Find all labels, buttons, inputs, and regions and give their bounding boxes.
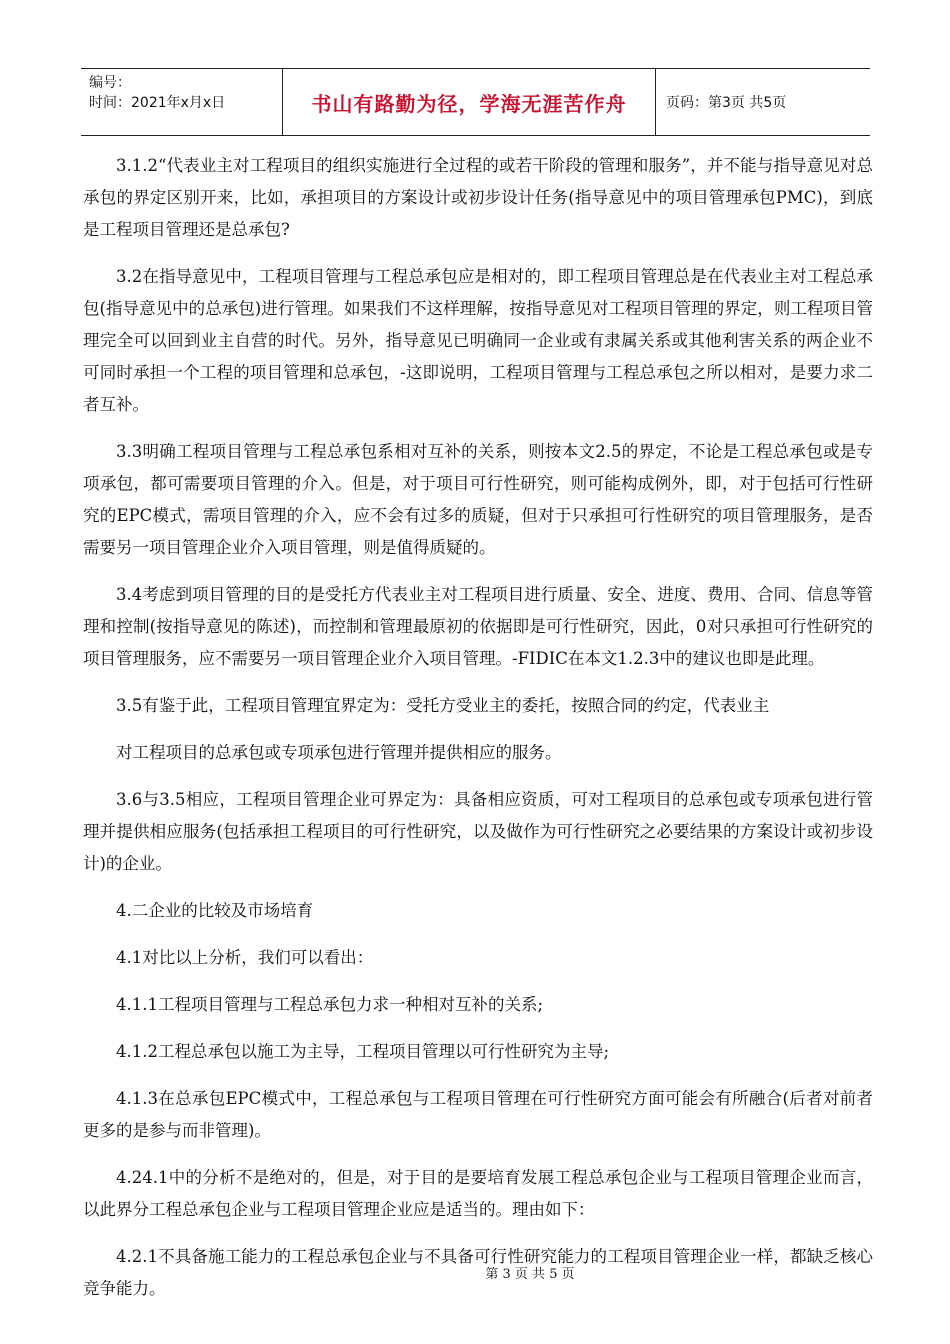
paragraph: 4.24.1中的分析不是绝对的，但是，对于目的是要培育发展工程总承包企业与工程项目管理企业而言，以此界分工程总承包企业与工程项目管理企业应是适当的。理由如下： xyxy=(83,1168,873,1219)
paragraph: 3.2在指导意见中，工程项目管理与工程总承包应是相对的，即工程项目管理总是在代表业主对工程总承包(指导意见中的总承包)进行管理。如果我们不这样理解，按指导意见对工程项目管理的界定，则工程项目管理完全可以回到业主自营的时代。另外，指导意见已明确同一企业或有隶属关系或其他利害关系的两企业不可同时承担一个工程的项目管理和总承包，-这即说明，工程项目管理与工程总承包之所以相对，是要力求二者互补。 xyxy=(83,267,873,414)
page-footer xyxy=(0,1263,950,1282)
header-page-cell xyxy=(656,69,870,135)
paragraph: 3.5有鉴于此，工程项目管理宜界定为：受托方受业主的委托，按照合同的约定，代表业主 xyxy=(116,696,770,715)
document-number-label: 编号： xyxy=(89,75,131,91)
paragraph: 3.4考虑到项目管理的目的是受托方代表业主对工程项目进行质量、安全、进度、费用、合同、信息等管理和控制(按指导意见的陈述)，而控制和管理最原初的依据即是可行性研究，因此，0对只承担可行性研究的项目管理服务，应不需要另一项目管理企业介入项目管理。-FIDIC在本文1.2.3中的建议也即是此理。 xyxy=(83,585,873,668)
document-date-label: 时间：2021年x月x日 xyxy=(89,95,226,111)
document-header xyxy=(81,68,870,136)
paragraph: 4.1.3在总承包EPC模式中，工程总承包与工程项目管理在可行性研究方面可能会有所融合(后者对前者更多的是参与而非管理)。 xyxy=(83,1089,873,1140)
document-body xyxy=(83,150,873,1320)
paragraph: 3.6与3.5相应，工程项目管理企业可界定为：具备相应资质，可对工程项目的总承包或专项承包进行管理并提供相应服务(包括承担工程项目的可行性研究，以及做作为可行性研究之必要结果的方案设计或初步设计)的企业。 xyxy=(83,790,873,873)
header-meta-cell xyxy=(81,69,283,135)
section-heading: 4.二企业的比较及市场培育 xyxy=(116,901,314,920)
paragraph: 对工程项目的总承包或专项承包进行管理并提供相应的服务。 xyxy=(116,743,562,762)
paragraph: 4.1.1工程项目管理与工程总承包力求一种相对互补的关系; xyxy=(116,995,544,1014)
paragraph: 3.1.2“代表业主对工程项目的组织实施进行全过程的或若干阶段的管理和服务”，并不能与指导意见对总承包的界定区别开来，比如，承担项目的方案设计或初步设计任务(指导意见中的项目管理承包PMC)，到底是工程项目管理还是总承包? xyxy=(83,156,873,239)
header-motto xyxy=(283,69,656,135)
paragraph: 4.1对比以上分析，我们可以看出： xyxy=(116,948,374,967)
motto-text: 书山有路勤为径，学海无涯苦作舟 xyxy=(311,91,627,116)
paragraph: 4.1.2工程总承包以施工为主导，工程项目管理以可行性研究为主导; xyxy=(116,1042,610,1061)
paragraph: 3.3明确工程项目管理与工程总承包系相对互补的关系，则按本文2.5的界定，不论是工程总承包或是专项承包，都可需要项目管理的介入。但是，对于项目可行性研究，则可能构成例外，即，对于包括可行性研究的EPC模式，需项目管理的介入，应不会有过多的质疑，但对于只承担可行性研究的项目管理服务，是否需要另一项目管理企业介入项目管理，则是值得质疑的。 xyxy=(83,442,873,557)
header-page-label: 页码：第3页 共5页 xyxy=(666,95,787,111)
paragraph: 4.2.1不具备施工能力的工程总承包企业与不具备可行性研究能力的工程项目管理企业一样，都缺乏核心竞争能力。 xyxy=(83,1247,873,1298)
footer-page-number: 第 3 页 共 5 页 xyxy=(485,1267,575,1282)
